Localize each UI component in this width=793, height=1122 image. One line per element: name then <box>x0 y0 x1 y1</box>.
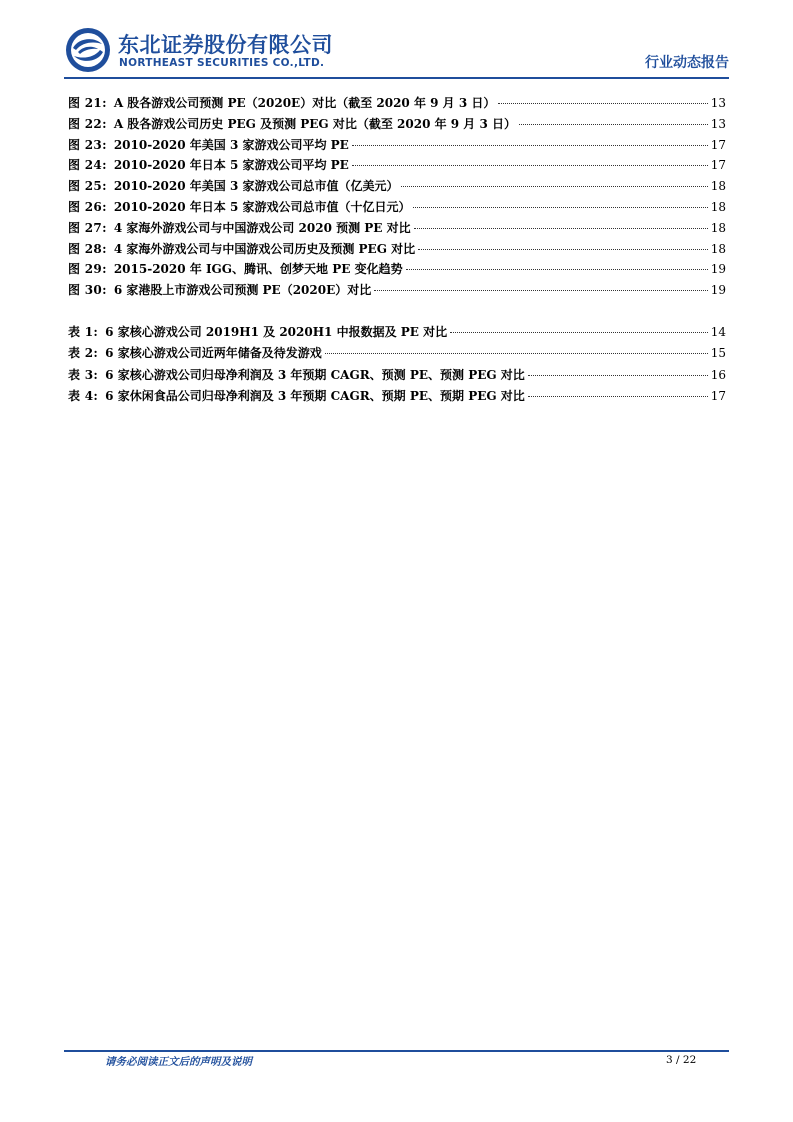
dot-leader <box>519 124 708 125</box>
entry-page: 18 <box>710 241 726 256</box>
entry-title: 2010-2020 年美国 3 家游戏公司总市值（亿美元） <box>113 179 399 194</box>
toc-entry-table[interactable] <box>68 366 726 387</box>
company-name-cn: 东北证券股份有限公司 <box>118 33 333 57</box>
table-list <box>68 323 726 408</box>
toc-entry-figure[interactable] <box>68 219 726 240</box>
entry-page: 18 <box>710 199 726 214</box>
entry-label: 图 26: <box>68 199 107 214</box>
entry-page: 13 <box>710 116 726 131</box>
entry-page: 13 <box>710 96 726 110</box>
dot-leader <box>406 269 708 270</box>
footer-disclaimer: 请务必阅读正文后的声明及说明 <box>105 1056 252 1068</box>
toc-entry-table[interactable] <box>68 344 726 365</box>
toc-entry-table[interactable] <box>68 387 726 408</box>
dot-leader <box>498 103 707 104</box>
dot-leader <box>401 186 707 187</box>
dot-leader <box>528 375 708 376</box>
entry-title: 2010-2020 年日本 5 家游戏公司平均 PE <box>113 158 349 173</box>
toc-entry-figure[interactable] <box>68 156 726 177</box>
entry-title: 4 家海外游戏公司与中国游戏公司 2020 预测 PE 对比 <box>113 220 411 235</box>
dot-leader <box>352 165 708 166</box>
entry-label: 表 1: <box>68 325 99 339</box>
entry-label: 图 21: <box>68 96 107 110</box>
dot-leader <box>352 145 708 146</box>
entry-label: 表 4: <box>68 388 99 403</box>
entry-title: 6 家核心游戏公司归母净利润及 3 年预期 CAGR、预测 PE、预测 PEG 对比 <box>105 367 525 382</box>
entry-label: 图 29: <box>68 262 107 277</box>
entry-page: 17 <box>710 158 726 173</box>
dot-leader <box>374 290 707 291</box>
page-header <box>64 26 729 74</box>
entry-title: 6 家核心游戏公司近两年储备及待发游戏 <box>105 346 322 361</box>
toc-entry-figure[interactable] <box>68 281 726 302</box>
entry-label: 图 27: <box>68 220 107 235</box>
entry-page: 18 <box>710 179 726 194</box>
dot-leader <box>450 332 708 333</box>
dot-leader <box>325 353 708 354</box>
entry-page: 19 <box>710 283 726 298</box>
entry-label: 图 28: <box>68 241 107 256</box>
toc-entry-figure[interactable] <box>68 136 726 157</box>
entry-label: 表 2: <box>68 346 99 361</box>
entry-title: 4 家海外游戏公司与中国游戏公司历史及预测 PEG 对比 <box>113 241 416 256</box>
dot-leader <box>418 249 708 250</box>
toc-entry-figure[interactable] <box>68 260 726 281</box>
figure-list <box>68 94 726 302</box>
page-number: 3 / 22 <box>666 1054 697 1066</box>
entry-title: A 股各游戏公司历史 PEG 及预测 PEG 对比（截至 2020 年 9 月 3 日） <box>113 116 517 131</box>
header-divider <box>64 77 729 79</box>
entry-label: 图 23: <box>68 137 107 152</box>
entry-label: 表 3: <box>68 367 99 382</box>
entry-page: 18 <box>710 220 726 235</box>
entry-label: 图 25: <box>68 179 107 194</box>
entry-title: 2010-2020 年日本 5 家游戏公司总市值（十亿日元） <box>113 199 411 214</box>
dot-leader <box>528 396 708 397</box>
entry-title: 6 家休闲食品公司归母净利润及 3 年预期 CAGR、预期 PE、预期 PEG 对比 <box>105 388 525 403</box>
toc-entry-figure[interactable] <box>68 177 726 198</box>
entry-label: 图 24: <box>68 158 107 173</box>
entry-title: 6 家核心游戏公司 2019H1 及 2020H1 中报数据及 PE 对比 <box>105 325 448 339</box>
toc-entry-figure[interactable] <box>68 240 726 261</box>
entry-page: 19 <box>710 262 726 277</box>
report-type: 行业动态报告 <box>645 55 729 71</box>
entry-page: 17 <box>710 388 726 403</box>
company-logo-icon <box>64 26 112 74</box>
entry-page: 14 <box>710 325 726 339</box>
dot-leader <box>413 207 707 208</box>
footer-divider <box>64 1050 729 1052</box>
company-name-en: NORTHEAST SECURITIES CO.,LTD. <box>119 57 325 69</box>
entry-page: 15 <box>710 346 726 361</box>
toc-entry-table[interactable] <box>68 323 726 344</box>
toc-entry-figure[interactable] <box>68 198 726 219</box>
entry-label: 图 30: <box>68 283 107 298</box>
entry-title: A 股各游戏公司预测 PE（2020E）对比（截至 2020 年 9 月 3 日） <box>113 96 496 110</box>
entry-page: 16 <box>710 367 726 382</box>
entry-page: 17 <box>710 137 726 152</box>
entry-title: 2010-2020 年美国 3 家游戏公司平均 PE <box>113 137 349 152</box>
entry-label: 图 22: <box>68 116 107 131</box>
entry-title: 6 家港股上市游戏公司预测 PE（2020E）对比 <box>113 283 372 298</box>
toc-entry-figure[interactable] <box>68 94 726 115</box>
toc-entry-figure[interactable] <box>68 115 726 136</box>
dot-leader <box>414 228 708 229</box>
entry-title: 2015-2020 年 IGG、腾讯、创梦天地 PE 变化趋势 <box>113 262 403 277</box>
